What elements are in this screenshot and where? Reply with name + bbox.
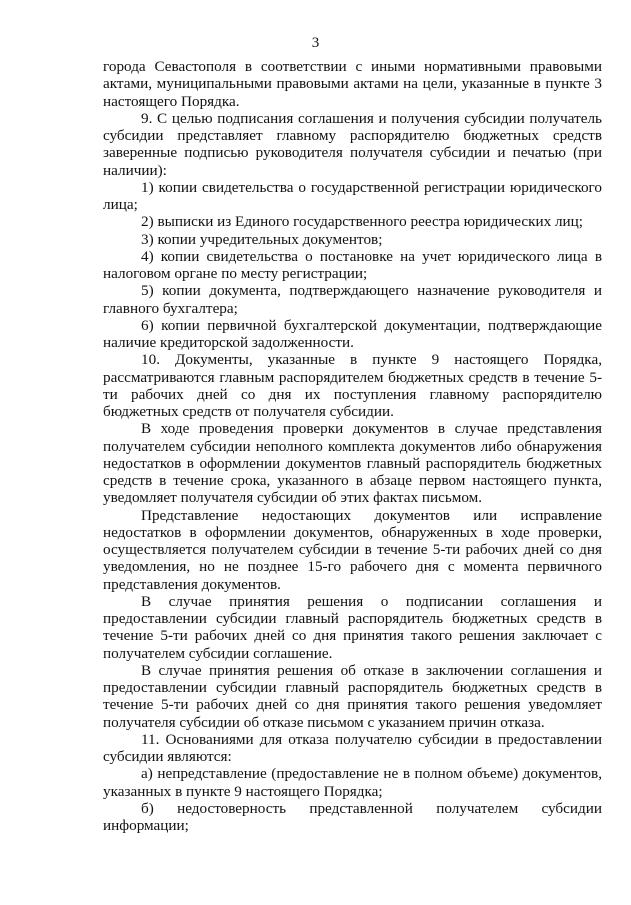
paragraph-resubmission: Представление недостающих документов или исправление недостатков в оформлении документов, обнаруженных в ходе проверки, осуществляется получателем субсидии в течение 5-ти рабочих дней со дня уведомления, но не позднее 15-го рабочего дня с момента первичного представления документов. [103,506,602,593]
paragraph-subitem-5: 5) копии документа, подтверждающего назначение руководителя и главного бухгалтера; [103,282,602,317]
paragraph-item-11: 11. Основаниями для отказа получателю субсидии в предоставлении субсидии являются: [103,730,602,765]
page-number: 3 [311,35,320,51]
paragraph-subitem-1: 1) копии свидетельства о государственной регистрации юридического лица; [103,178,602,213]
paragraph-subitem-3: 3) копии учредительных документов; [141,230,383,248]
paragraph-item-10: 10. Документы, указанные в пункте 9 настоящего Порядка, рассматриваются главным распорядителем бюджетных средств в течение 5-ти рабочих дней со дня их поступления главному распорядителю бюджетных средств от получателя субсидии. [103,351,602,420]
paragraph-subitem-2: 2) выписки из Единого государственного реестра юридических лиц; [141,213,584,231]
paragraph-subitem-a: а) непредставление (предоставление не в полном объеме) документов, указанных в пункте 9 настоящего Порядка; [103,765,602,800]
paragraph-refusal: В случае принятия решения об отказе в заключении соглашения и предоставлении субсидии главный распорядитель бюджетных средств в течение 5-ти рабочих дней со дня принятия такого решения уведомляет получателя субсидии об отказе письмом с указанием причин отказа. [103,661,602,731]
paragraph-item-9: 9. С целью подписания соглашения и получения субсидии получатель субсидии представляет главному распорядителю бюджетных средств заверенные подписью руководителя получателя субсидии и печатью (при наличии): [103,109,602,179]
paragraph-approval: В случае принятия решения о подписании соглашения и предоставлении субсидии главный распорядитель бюджетных средств в течение 5-ти рабочих дней со дня принятия такого решения заключает с получателем субсидии соглашение. [103,592,602,662]
paragraph-subitem-6: 6) копии первичной бухгалтерской документации, подтверждающие наличие кредиторской задолженности. [103,316,602,351]
paragraph-subitem-4: 4) копии свидетельства о постановке на учет юридического лица в налоговом органе по месту регистрации; [103,247,602,282]
paragraph-subitem-b: б) недостоверность представленной получателем субсидии информации; [103,799,602,834]
paragraph-continuation: города Севастополя в соответствии с иными нормативными правовыми актами, муниципальными правовыми актами на цели, указанные в пункте 3 настоящего Порядка. [103,58,602,110]
paragraph-review: В ходе проведения проверки документов в случае представления получателем субсидии неполного комплекта документов либо обнаружения недостатков в оформлении документов главный распорядитель бюджетных средств в течение срока, указанного в абзаце первом настоящего пункта, уведомляет получателя субсидии об этих фактах письмом. [103,420,602,507]
document-body [103,58,602,834]
